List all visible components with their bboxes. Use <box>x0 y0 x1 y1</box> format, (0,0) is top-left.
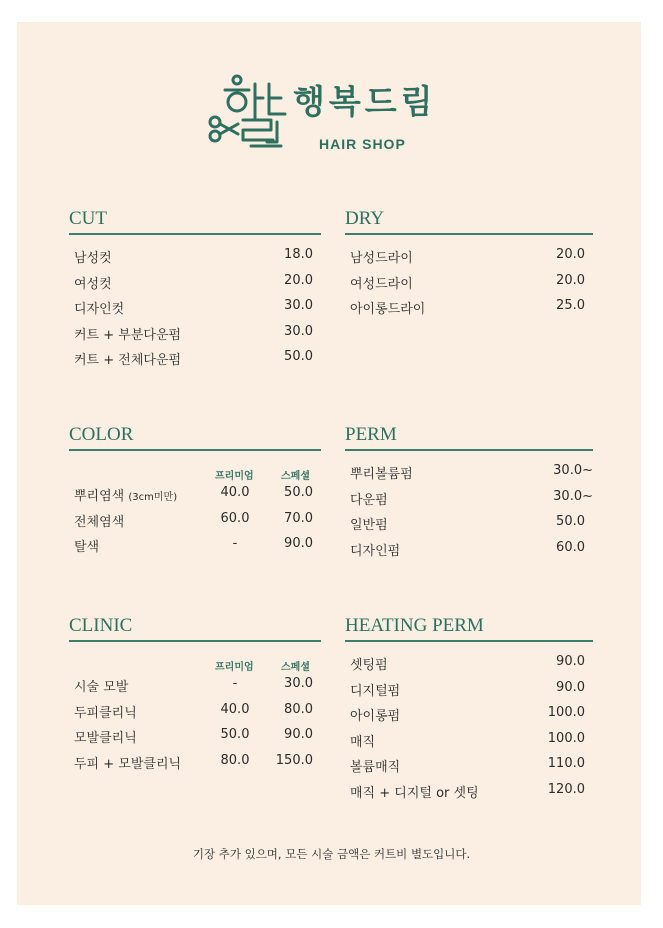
list-item: 다운펌 30.0~ <box>350 488 593 508</box>
list-item: 남성컷 18.0 <box>74 247 313 266</box>
list-item: 시술 모발 - 30.0 <box>74 676 313 695</box>
list-item: 커트 + 부분다운펌 30.0 <box>74 323 313 343</box>
section-title: CUT <box>69 208 107 229</box>
list-item: 셋팅펌 90.0 <box>350 654 585 673</box>
column-header-special: 스페셜 <box>281 662 310 673</box>
section-divider <box>345 449 593 451</box>
list-item: 두피 + 모발클리닉 80.0 150.0 <box>74 752 313 772</box>
list-item: 두피클리닉 40.0 80.0 <box>74 701 313 721</box>
list-item: 커트 + 전체다운펌 50.0 <box>74 349 313 368</box>
section-divider <box>69 640 321 642</box>
list-item: 모발클리닉 50.0 90.0 <box>74 727 313 746</box>
column-header-premium: 프리미엄 <box>215 471 254 482</box>
column-header-premium: 프리미엄 <box>215 662 254 673</box>
section-title: PERM <box>345 424 397 445</box>
list-item: 남성드라이 20.0 <box>350 247 585 266</box>
list-item: 일반펌 50.0 <box>350 514 585 533</box>
section-clinic <box>69 613 321 778</box>
list-item: 볼륨매직 110.0 <box>350 756 585 775</box>
section-title: DRY <box>345 208 385 229</box>
list-item: 디지털펌 90.0 <box>350 679 585 699</box>
list-item: 뿌리염색 (3cm미만) 40.0 50.0 <box>74 485 313 504</box>
list-item: 매직 100.0 <box>350 730 585 750</box>
brand-name: 행복드림 <box>293 82 437 121</box>
list-item: 전체염색 60.0 70.0 <box>74 510 313 530</box>
list-item: 탈색 - 90.0 <box>74 536 313 555</box>
section-perm <box>345 422 593 565</box>
list-item: 매직 + 디지털 or 셋팅 120.0 <box>350 781 585 801</box>
brand-subtitle: HAIR SHOP <box>319 136 406 152</box>
section-divider <box>345 233 593 235</box>
section-divider <box>345 640 593 642</box>
section-title: CLINIC <box>69 615 133 636</box>
list-item: 아이롱드라이 25.0 <box>350 298 585 317</box>
section-divider <box>69 449 321 451</box>
section-heating-perm <box>345 613 593 807</box>
section-dry <box>345 206 593 324</box>
section-divider <box>69 233 321 235</box>
list-item: 뿌리볼륨펌 30.0~ <box>350 463 593 482</box>
list-item: 디자인컷 30.0 <box>74 298 313 317</box>
list-item: 여성드라이 20.0 <box>350 272 585 292</box>
list-item: 디자인펌 60.0 <box>350 539 585 559</box>
section-title: COLOR <box>69 424 134 445</box>
footnote: 기장 추가 있으며, 모든 시술 금액은 커트비 별도입니다. <box>192 847 471 861</box>
list-item: 여성컷 20.0 <box>74 272 313 292</box>
section-title: HEATING PERM <box>345 615 484 636</box>
list-item: 아이롱펌 100.0 <box>350 705 585 724</box>
column-header-special: 스페셜 <box>281 471 310 482</box>
section-cut <box>69 206 321 375</box>
section-color <box>69 422 321 562</box>
